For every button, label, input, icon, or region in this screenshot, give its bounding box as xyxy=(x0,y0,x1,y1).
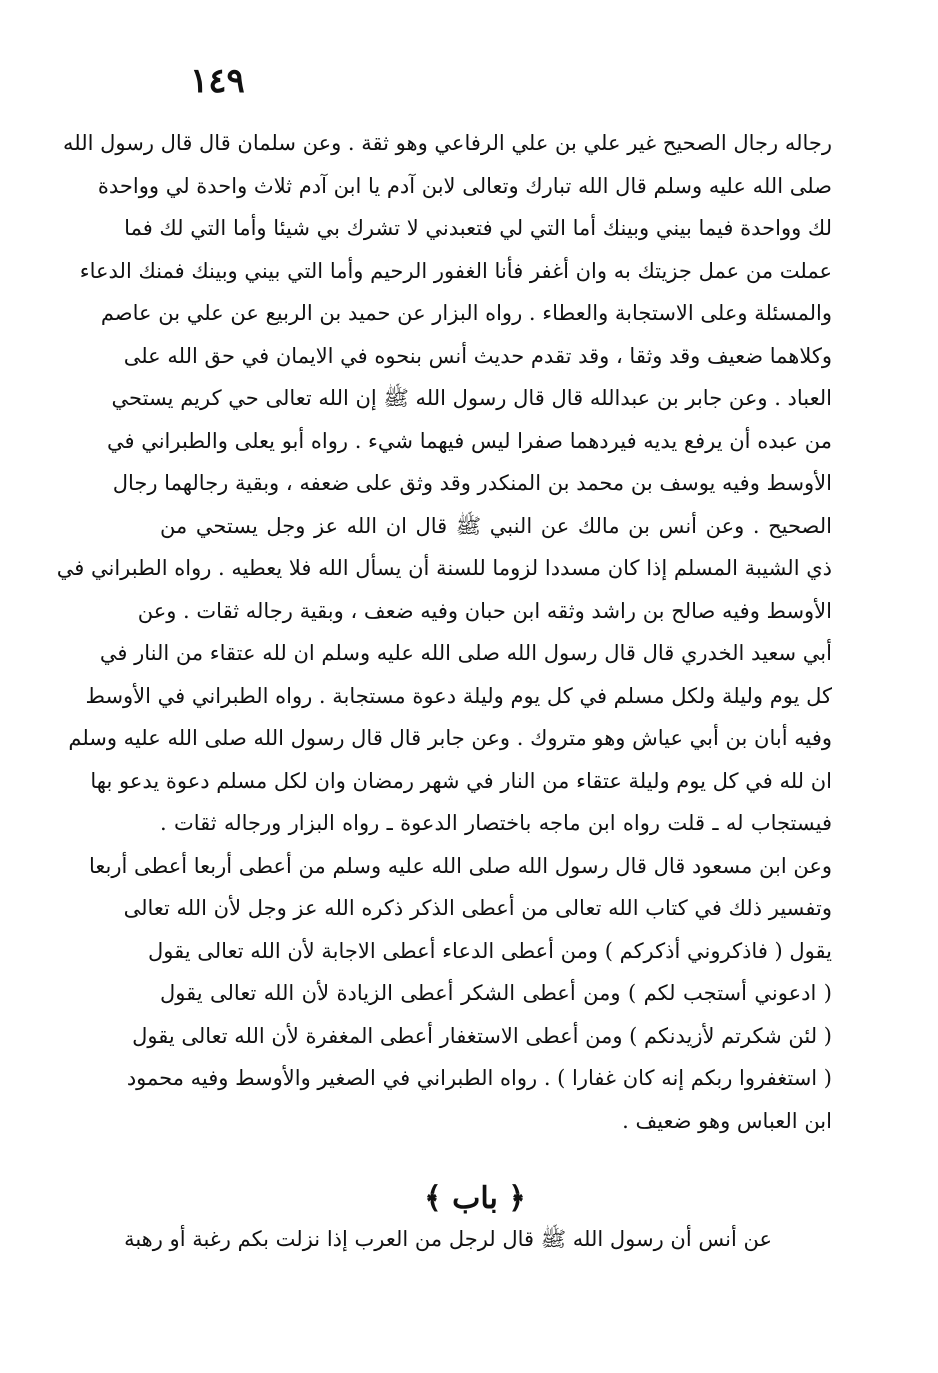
text-line: العباد . وعن جابر بن عبدالله قال قال رسول الله ﷺ إن الله تعالى حي كريم يستحي xyxy=(111,386,832,410)
text-line: ( استغفروا ربكم إنه كان غفارا ) . رواه الطبراني في الصغير والأوسط وفيه محمود xyxy=(126,1066,832,1090)
text-line: صلى الله عليه وسلم قال الله تبارك وتعالى لابن آدم يا ابن آدم ثلاث واحدة لي وواحدة xyxy=(97,173,832,198)
text-line: وعن ابن مسعود قال قال رسول الله صلى الله عليه وسلم من أعطى أربعا أعطى أربعا xyxy=(88,853,832,878)
text-line: الأوسط وفيه يوسف بن محمد بن المنكدر وقد وثق على ضعفه ، وبقية رجالهما رجال xyxy=(112,471,832,495)
text-line: ابن العباس وهو ضعيف . xyxy=(622,1108,832,1133)
text-line: من عبده أن يرفع يديه فيردهما صفرا ليس فيهما شيء . رواه أبو يعلى والطبراني في xyxy=(106,428,832,453)
text-line: والمسئلة وعلى الاستجابة والعطاء . رواه البزار عن حميد بن الربيع عن علي بن عاصم xyxy=(100,301,832,325)
text-line: فيستجاب له ـ قلت رواه ابن ماجه باختصار الدعوة ـ رواه البزار ورجاله ثقات . xyxy=(160,811,832,835)
text-line: وفيه أبان بن أبي عياش وهو متروك . وعن جابر قال قال رسول الله صلى الله عليه وسلم xyxy=(68,726,832,750)
body-text xyxy=(56,122,832,1142)
text-line: لك وواحدة فيما بيني وبينك أما التي لي فتعبدني لا تشرك بي شيئا وأما التي لك فما xyxy=(124,216,832,240)
text-line: ( لئن شكرتم لأزيدنكم ) ومن أعطى الاستغفار أعطى المغفرة لأن الله تعالى يقول xyxy=(132,1023,832,1048)
text-line: كل يوم وليلة ولكل مسلم في كل يوم وليلة دعوة مستجابة . رواه الطبراني في الأوسط xyxy=(85,683,832,708)
text-line: وتفسير ذلك في كتاب الله تعالى من أعطى الذكر ذكره الله عز وجل لأن الله تعالى xyxy=(123,896,832,920)
text-line: رجاله رجال الصحيح غير علي بن علي الرفاعي وهو ثقة . وعن سلمان قال قال رسول الله xyxy=(63,131,832,155)
text-line: ذي الشيبة المسلم إذا كان مسددا لزوما للسنة أن يسأل الله فلا يعطيه . رواه الطبراني في xyxy=(56,556,832,580)
text-line: ( ادعوني أستجب لكم ) ومن أعطى الشكر أعطى الزيادة لأن الله تعالى يقول xyxy=(160,981,832,1005)
page-number: ١٤٩ xyxy=(190,61,245,101)
text-line: يقول ( فاذكروني أذكركم ) ومن أعطى الدعاء أعطى الاجابة لأن الله تعالى يقول xyxy=(148,938,832,963)
text-line: الصحيح . وعن أنس بن مالك عن النبي ﷺ قال ان الله عز وجل يستحي من xyxy=(160,513,832,538)
text-line: وكلاهما ضعيف وقد وثقا ، وقد تقدم حديث أنس بنحوه في الايمان في حق الله على xyxy=(123,343,832,368)
text-line: ان لله في كل يوم وليلة عتقاء من النار في شهر رمضان وان لكل مسلم دعوة يدعو بها xyxy=(90,768,832,793)
chapter-heading: ﴿ باب ﴾ xyxy=(424,1181,526,1216)
text-line: أبي سعيد الخدري قال قال رسول الله صلى الله عليه وسلم ان لله عتقاء من النار في xyxy=(99,641,832,665)
text-line: الأوسط وفيه صالح بن راشد وثقه ابن حبان وفيه ضعف ، وبقية رجاله ثقات . وعن xyxy=(137,598,832,623)
chapter-first-line: عن أنس أن رسول الله ﷺ قال لرجل من العرب إذا نزلت بكم رغبة أو رهبة xyxy=(124,1227,772,1251)
text-line: عملت من عمل جزيتك به وان أغفر فأنا الغفور الرحيم وأما التي بيني وبينك فمنك الدعاء xyxy=(79,258,832,283)
